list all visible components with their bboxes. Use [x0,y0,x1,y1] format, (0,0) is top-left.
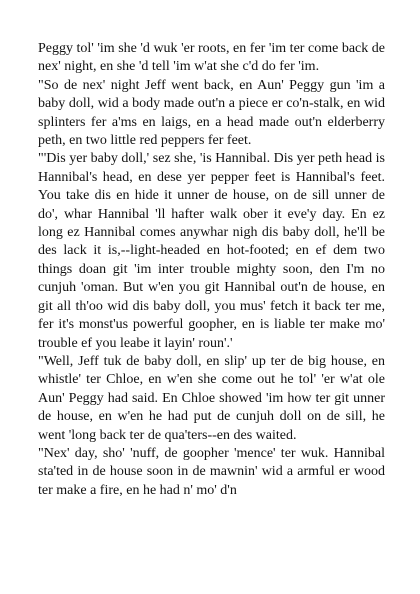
paragraph-3: "'Dis yer baby doll,' sez she, 'is Hannibal. Dis yer peth head is Hannibal's head, en dese yer pepper feet is Hannibal's feet. You take dis en hide it unner de house, on de sill unner de do', whar Hannibal 'll hafter walk ober it eve'y day. En ez long ez Hannibal comes anywhar nigh dis baby doll, he'll be des lack it is,--light-headed en hot-footed; en ef dem two things doan git 'im inter trouble mighty soon, den I'm no cunjuh 'oman. But w'en you git Hannibal out'n de house, en git all th'oo wid dis baby doll, you mus' fetch it back ter me, fer it's monst'us powerful goopher, en is liable ter make mo' trouble ef you leabe it layin' roun'.' [38,151,385,351]
paragraph-1: Peggy tol' 'im she 'd wuk 'er roots, en fer 'im ter come back de nex' night, en she 'd tell 'im w'at she c'd do fer 'im. [38,41,385,75]
paragraph-2: "So de nex' night Jeff went back, en Aun' Peggy gun 'im a baby doll, wid a body made out'n a piece er co'n-stalk, en wid splinters fer a'ms en laigs, en a head made out'n elderberry peth, en two little red peppers fer feet. [38,77,385,149]
document-page [38,40,385,500]
paragraph-5: "Nex' day, sho' 'nuff, de goopher 'mence' ter wuk. Hannibal sta'ted in de house soon in de mawnin' wid a armful er wood ter make a fire, en he had n' mo' d'n [38,445,385,498]
paragraph-4: "Well, Jeff tuk de baby doll, en slip' up ter de big house, en whistle' ter Chloe, en w'en she come out he tol' 'er w'at ole Aun' Peggy had said. En Chloe showed 'im how ter git unner de house, en w'en he had put de cunjuh doll on de sill, he went 'long back ter de qua'ters--en des waited. [38,353,385,443]
